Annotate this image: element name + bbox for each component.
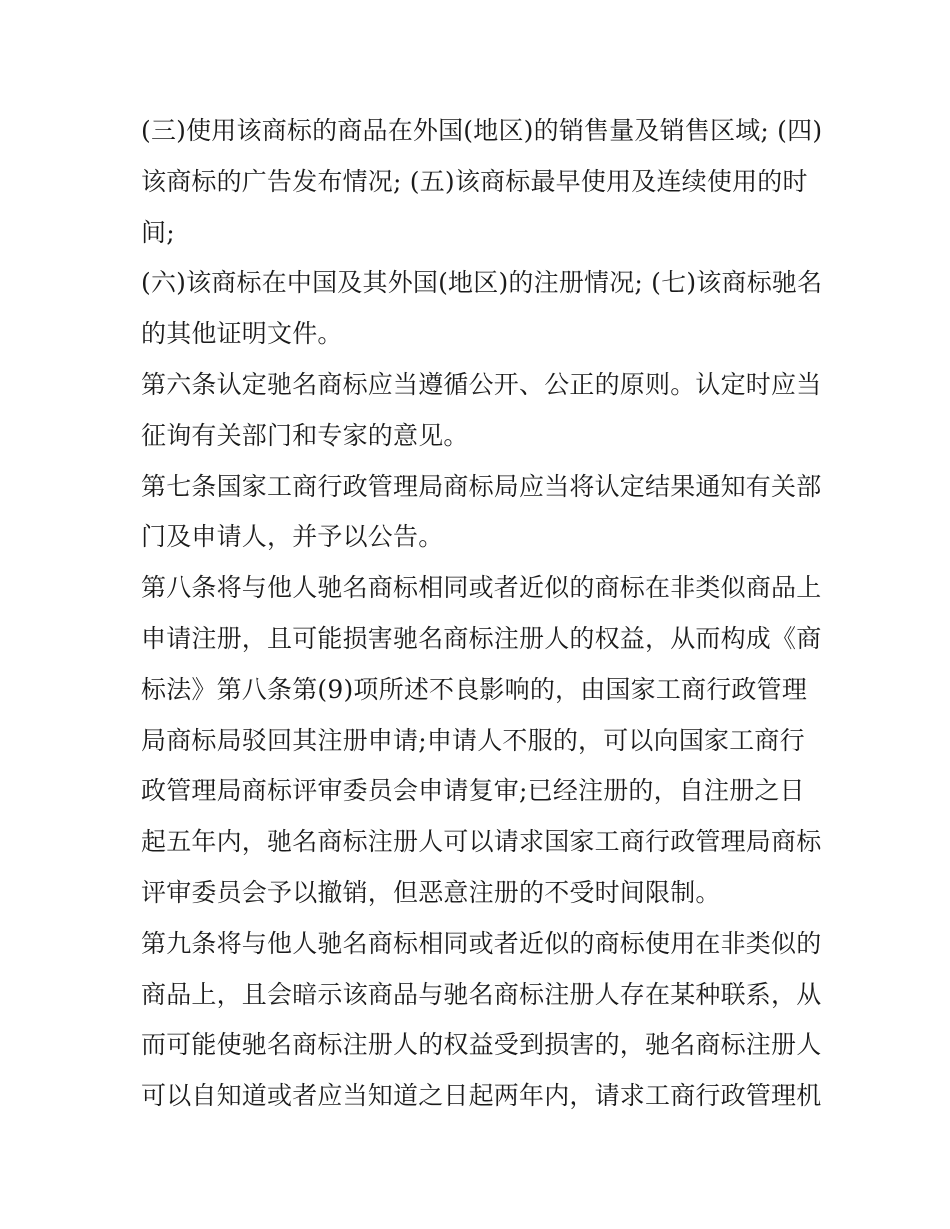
text-line: 的其他证明文件。 xyxy=(141,319,343,349)
text-line: 该商标的广告发布情况; (五)该商标最早使用及连续使用的时 xyxy=(141,166,808,196)
text-line: 而可能使驰名商标注册人的权益受到损害的，驰名商标注册人 xyxy=(141,1030,822,1060)
text-line: 间; xyxy=(141,217,175,247)
text-line: 商品上，且会暗示该商品与驰名商标注册人存在某种联系，从 xyxy=(141,979,822,1009)
text-line: 局商标局驳回其注册申请;申请人不服的，可以向国家工商行 xyxy=(141,725,805,755)
document-body xyxy=(141,106,821,1122)
text-line: 申请注册，且可能损害驰名商标注册人的权益，从而构成《商 xyxy=(141,623,822,653)
text-line: 第八条将与他人驰名商标相同或者近似的商标在非类似商品上 xyxy=(141,573,822,603)
text-line: 标法》第八条第(9)项所述不良影响的，由国家工商行政管理 xyxy=(141,674,808,704)
text-line: (三)使用该商标的商品在外国(地区)的销售量及销售区域; (四) xyxy=(141,116,823,145)
text-line: 可以自知道或者应当知道之日起两年内，请求工商行政管理机 xyxy=(141,1081,822,1111)
text-line: 评审委员会予以撤销，但恶意注册的不受时间限制。 xyxy=(141,877,721,907)
text-line: (六)该商标在中国及其外国(地区)的注册情况; (七)该商标驰名 xyxy=(141,268,823,298)
text-line: 门及申请人，并予以公告。 xyxy=(141,522,444,552)
text-line: 征询有关部门和专家的意见。 xyxy=(141,420,469,450)
text-line: 第六条认定驰名商标应当遵循公开、公正的原则。认定时应当 xyxy=(141,369,822,399)
text-line: 第七条国家工商行政管理局商标局应当将认定结果通知有关部 xyxy=(141,471,822,501)
text-line: 起五年内，驰名商标注册人可以请求国家工商行政管理局商标 xyxy=(141,827,822,857)
text-line: 第九条将与他人驰名商标相同或者近似的商标使用在非类似的 xyxy=(141,928,822,958)
text-line: 政管理局商标评审委员会申请复审;已经注册的，自注册之日 xyxy=(141,776,805,806)
